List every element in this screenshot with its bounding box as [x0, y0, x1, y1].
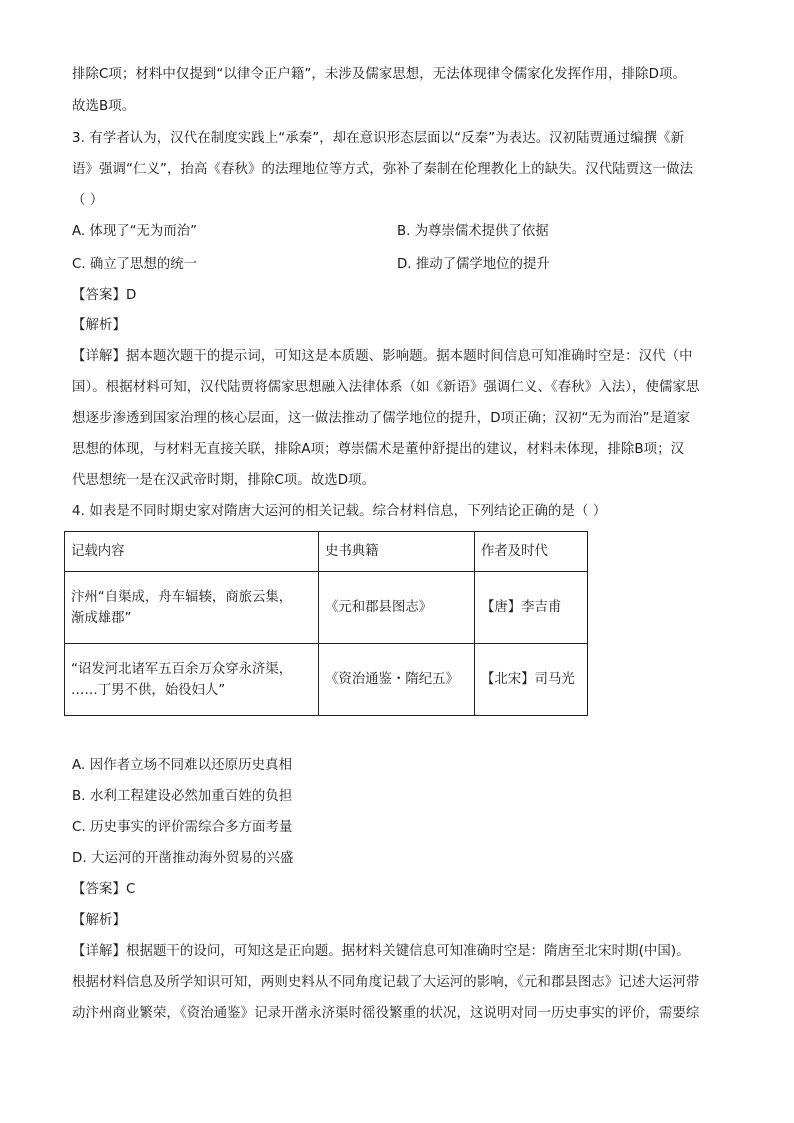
table-header-content: 记载内容 — [65, 532, 319, 572]
q4-detail-line: 根据材料信息及所学知识可知，两则史料从不同角度记载了大运河的影响，《元和郡县图志》记述大运河带 — [72, 975, 700, 990]
q3-option-c: C. 确立了思想的统一 — [72, 257, 197, 272]
q3-analysis-label: 【解析】 — [72, 318, 126, 333]
q3-stem-line: 语》强调“仁义”，抬高《春秋》的法理地位等方式，弥补了秦制在伦理教化上的缺失。汉代陆贾这一做法 — [72, 162, 694, 177]
q3-detail-line: 代思想统一是在汉武帝时期，排除C项。故选D项。 — [72, 473, 376, 488]
table-row — [65, 572, 588, 644]
table-cell-text: 渐成雄郡” — [71, 610, 132, 626]
table-header-row — [65, 532, 588, 572]
q4-option-a: A. 因作者立场不同难以还原历史真相 — [72, 758, 293, 773]
table-cell-text: “诏发河北诸军五百余万众穿永济渠， — [71, 661, 293, 677]
q3-answer-blank: （ ） — [72, 193, 104, 208]
table-cell-book: 《资治通鉴・隋纪五》 — [319, 644, 475, 716]
q3-detail-line: 国）。根据材料可知，汉代陆贾将儒家思想融入法律体系（如《新语》强调仁义、《春秋》入法），使儒家思 — [72, 380, 700, 395]
q2-analysis-line: 排除C项；材料中仅提到“以律令正户籍”，未涉及儒家思想，无法体现律令儒家化发挥作用，排除D项。 — [72, 67, 687, 82]
q4-option-c: C. 历史事实的评价需综合多方面考量 — [72, 820, 293, 835]
table-cell-book: 《元和郡县图志》 — [319, 572, 475, 644]
q4-option-d: D. 大运河的开凿推动海外贸易的兴盛 — [72, 851, 294, 866]
table-cell-content — [65, 644, 319, 716]
q3-detail-line: 【详解】据本题次题干的提示词，可知这是本质题、影响题。据本题时间信息可知准确时空是：汉代（中 — [72, 349, 693, 364]
q3-option-b: B. 为尊崇儒术提供了依据 — [397, 224, 549, 239]
table-cell-content — [65, 572, 319, 644]
table-cell-author: 【北宋】司马光 — [475, 644, 588, 716]
q4-stem: 4. 如表是不同时期史家对隋唐大运河的相关记载。综合材料信息，下列结论正确的是（ ） — [72, 504, 607, 519]
table-header-author: 作者及时代 — [475, 532, 588, 572]
q3-detail-line: 想逐步渗透到国家治理的核心层面，这一做法推动了儒学地位的提升，D项正确；汉初“无为而治”是道家 — [72, 411, 691, 426]
table-cell-text: ……丁男不供，始役妇人” — [71, 682, 226, 698]
q4-detail-line: 【详解】根据题干的设问，可知这是正向题。据材料关键信息可知准确时空是：隋唐至北宋时期(中国)。 — [72, 944, 690, 959]
q3-stem-line: 3. 有学者认为，汉代在制度实践上“承秦”，却在意识形态层面以“反秦”为表达。汉初陆贾通过编撰《新 — [72, 131, 685, 146]
q4-option-b: B. 水利工程建设必然加重百姓的负担 — [72, 789, 293, 804]
q3-detail-line: 思想的体现，与材料无直接关联，排除A项；尊崇儒术是董仲舒提出的建议，材料未体现，排除B项；汉 — [72, 442, 685, 457]
q4-detail-line: 动汴州商业繁荣，《资治通鉴》记录开凿永济渠时徭役繁重的状况，这说明对同一历史事实的评价，需要综 — [72, 1006, 700, 1021]
table-cell-text: 汴州“自渠成，舟车辐辏，商旅云集， — [71, 589, 293, 605]
table-header-book: 史书典籍 — [319, 532, 475, 572]
q3-option-d: D. 推动了儒学地位的提升 — [397, 257, 550, 272]
q3-option-a: A. 体现了“无为而治” — [72, 224, 198, 239]
q4-history-table — [64, 531, 588, 716]
table-cell-author: 【唐】李吉甫 — [475, 572, 588, 644]
q4-analysis-label: 【解析】 — [72, 913, 126, 928]
q3-answer: 【答案】D — [72, 288, 137, 303]
q4-answer: 【答案】C — [72, 882, 136, 897]
table-row — [65, 644, 588, 716]
q2-conclusion-line: 故选B项。 — [72, 99, 136, 114]
